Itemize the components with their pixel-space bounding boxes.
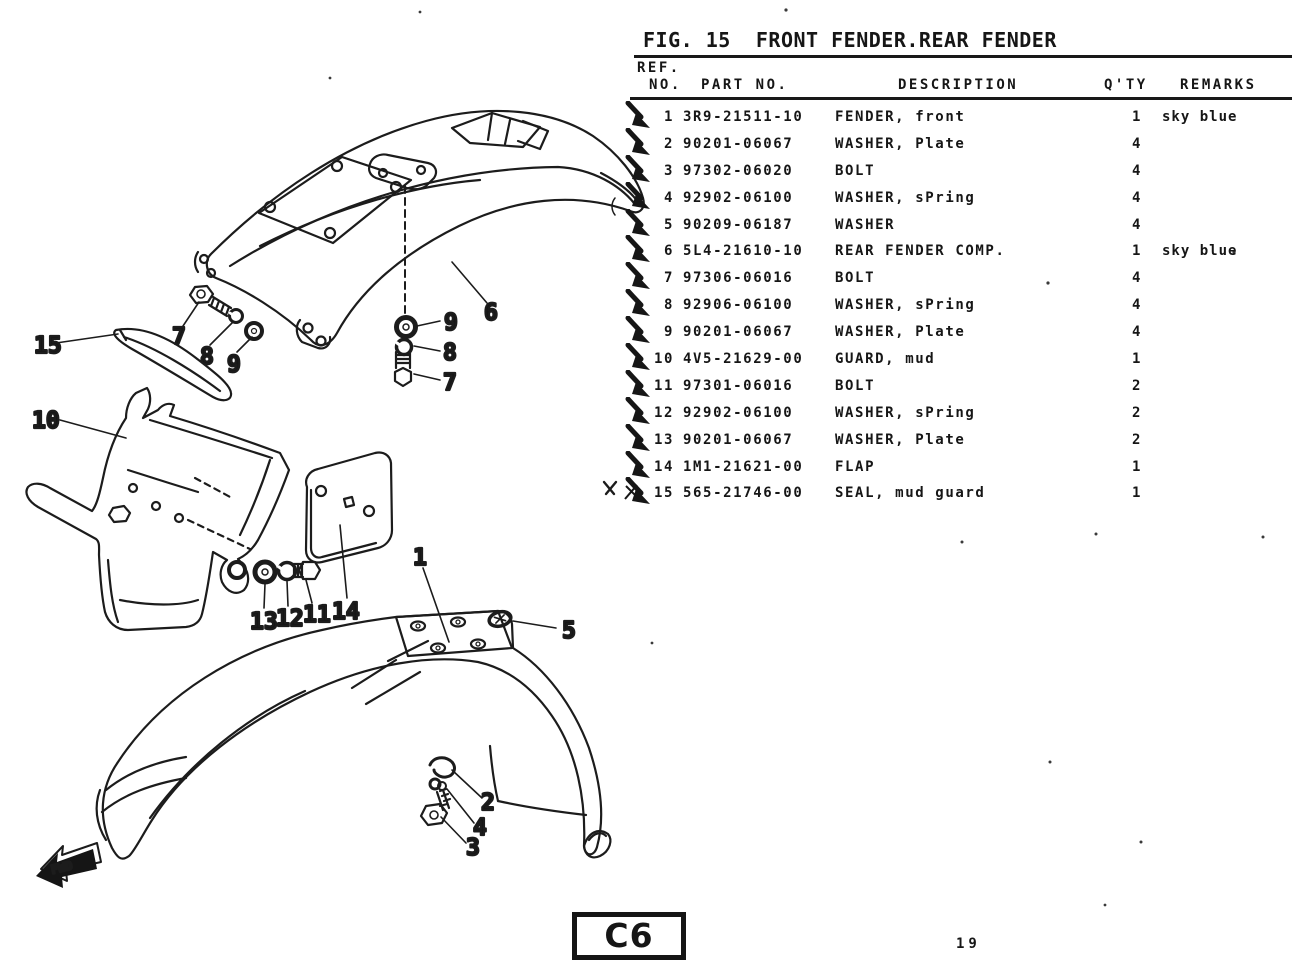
callout-9-right: 9: [444, 310, 458, 336]
qty: 4: [1131, 297, 1143, 314]
section-code: C6: [604, 916, 654, 955]
part-no: 565-21746-00: [683, 485, 804, 502]
page-number: 19: [956, 936, 981, 952]
part-no: 90201-06067: [683, 431, 794, 448]
description: BOLT: [835, 162, 876, 179]
mud-guard-shape: [26, 388, 289, 630]
part-no: 97306-06016: [683, 270, 794, 287]
part-no: 1M1-21621-00: [683, 458, 804, 475]
ref-no: 13: [653, 431, 674, 448]
description: FENDER, front: [835, 109, 966, 125]
header-qty: Q'TY: [1104, 77, 1148, 93]
flap-shape: [306, 452, 392, 562]
table-row: [622, 373, 1298, 400]
description: WASHER, Plate: [835, 431, 966, 448]
mud-guard-hardware: [255, 562, 320, 582]
callout-15: 15: [34, 333, 62, 359]
header-ref-line1: REF.: [637, 60, 681, 76]
qty: 4: [1131, 135, 1143, 152]
ref-no: 3: [663, 162, 674, 179]
figure-title: FIG. 15 FRONT FENDER.REAR FENDER: [643, 28, 1057, 52]
callout-8-right: 8: [443, 340, 457, 366]
svg-text:FWD: FWD: [49, 858, 74, 877]
callout-11: 11: [303, 602, 331, 628]
description: REAR FENDER COMP.: [835, 243, 1006, 260]
qty: 1: [1131, 109, 1143, 125]
table-row: [622, 427, 1298, 454]
qty: 1: [1131, 351, 1143, 368]
table-row: [622, 400, 1298, 427]
part-no: 90201-06067: [683, 324, 794, 341]
qty: 2: [1131, 404, 1143, 421]
qty: 2: [1131, 431, 1143, 448]
description: WASHER, sPring: [835, 404, 976, 421]
description: WASHER, Plate: [835, 135, 966, 152]
description: BOLT: [835, 377, 876, 394]
callout-2: 2: [481, 790, 495, 816]
description: GUARD, mud: [835, 351, 936, 368]
header-description: DESCRIPTION: [898, 77, 1019, 93]
remarks: sky blue: [1162, 243, 1238, 260]
part-no: 5L4-21610-10: [683, 243, 804, 260]
ref-no: 8: [663, 297, 674, 314]
callout-10: 10: [32, 408, 60, 434]
table-row: [622, 131, 1298, 158]
callout-7-right: 7: [443, 370, 457, 396]
rear-fender-right-hardware: [395, 318, 416, 387]
description: WASHER, sPring: [835, 189, 976, 206]
table-row: [622, 158, 1298, 185]
part-no: 90201-06067: [683, 135, 794, 152]
ref-no: 12: [653, 404, 674, 421]
ref-no: 1: [663, 109, 674, 125]
part-no: 92902-06100: [683, 189, 794, 206]
callout-8-left: 8: [200, 344, 214, 370]
ref-no: 15: [653, 485, 674, 502]
ref-no: 6: [663, 243, 674, 260]
ref-no: 11: [653, 377, 674, 394]
qty: 4: [1131, 216, 1143, 233]
rear-fender-shape: [195, 111, 644, 348]
stray-scribble: [604, 482, 616, 494]
description: WASHER, Plate: [835, 324, 966, 341]
callout-5: 5: [562, 618, 576, 644]
description: WASHER: [835, 216, 896, 233]
table-row: [622, 185, 1298, 212]
description: FLAP: [835, 458, 876, 475]
part-no: 90209-06187: [683, 216, 794, 233]
callout-9-left: 9: [227, 352, 241, 378]
part-no: 3R9-21511-10: [683, 109, 804, 125]
ref-no: 7: [663, 270, 674, 287]
callout-14: 14: [332, 599, 360, 625]
header-remarks: REMARKS: [1180, 77, 1257, 93]
qty: 4: [1131, 270, 1143, 287]
table-row: [622, 212, 1298, 239]
qty: 1: [1131, 458, 1143, 475]
table-row: [622, 265, 1298, 292]
qty: 4: [1131, 189, 1143, 206]
part-no: 92906-06100: [683, 297, 794, 314]
table-row: [622, 104, 1298, 131]
qty: 1: [1131, 243, 1143, 260]
parts-table: [622, 104, 1298, 507]
callout-12: 12: [276, 606, 304, 632]
callout-7-left: 7: [172, 324, 186, 350]
table-row: [622, 480, 1298, 507]
table-row: [622, 319, 1298, 346]
title-rule: [634, 55, 1292, 58]
description: SEAL, mud guard: [835, 485, 986, 502]
qty: 2: [1131, 377, 1143, 394]
callout-4: 4: [473, 815, 487, 841]
part-no: 92902-06100: [683, 404, 794, 421]
section-code-box: [572, 912, 686, 960]
ref-no: 14: [653, 458, 674, 475]
header-rule: [630, 97, 1292, 100]
description: BOLT: [835, 270, 876, 287]
header-part-no: PART NO.: [701, 77, 789, 93]
qty: 4: [1131, 324, 1143, 341]
ref-no: 5: [663, 216, 674, 233]
fwd-arrow-icon: [36, 843, 101, 888]
callout-6: 6: [484, 300, 498, 326]
ref-no: 9: [663, 324, 674, 341]
callout-13: 13: [250, 609, 278, 635]
part-no: 97302-06020: [683, 162, 794, 179]
ref-no: 10: [653, 351, 674, 368]
ref-no: 2: [663, 135, 674, 152]
ref-no: 4: [663, 189, 674, 206]
table-row: [622, 346, 1298, 373]
part-no: 4V5-21629-00: [683, 351, 804, 368]
header-ref-line2: NO.: [649, 77, 682, 93]
front-fender-shape: [97, 611, 611, 859]
qty: 1: [1131, 485, 1143, 502]
callout-1: 1: [413, 545, 427, 571]
part-no: 97301-06016: [683, 377, 794, 394]
description: WASHER, sPring: [835, 297, 976, 314]
table-row: [622, 454, 1298, 481]
table-row: [622, 238, 1298, 265]
table-row: [622, 292, 1298, 319]
remarks: sky blue: [1162, 109, 1238, 125]
callout-3: 3: [466, 835, 480, 861]
qty: 4: [1131, 162, 1143, 179]
